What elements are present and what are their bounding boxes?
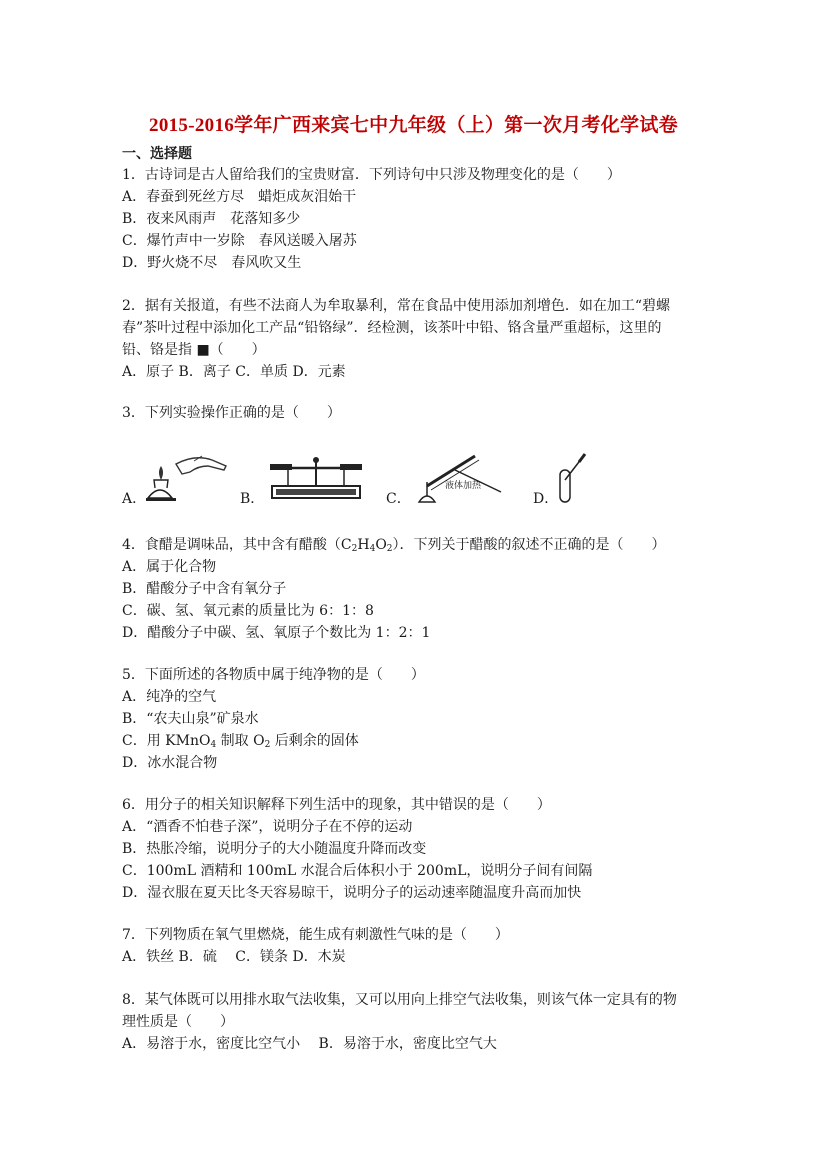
- q3-label-a: A．: [122, 491, 147, 507]
- q3-label-b: B．: [240, 491, 265, 507]
- q3-label-c: C．: [386, 491, 411, 507]
- q6-option-b: B．热胀冷缩，说明分子的大小随温度升降而改变: [122, 841, 427, 857]
- q3-figure-c-caption: 液体加热: [445, 481, 482, 491]
- q6-option-c: C．100mL 酒精和 100mL 水混合后体积小于 200mL，说明分子间有间隔: [122, 863, 593, 879]
- q6-stem: 6．用分子的相关知识解释下列生活中的现象，其中错误的是（ ）: [122, 797, 551, 813]
- q3-figure-c-heating-liquid: [405, 452, 505, 504]
- q2-stem-line3: 铅、铬是指 ■（ ）: [122, 342, 266, 358]
- q2-options: A．原子 B．离子 C．单质 D．元素: [122, 364, 346, 380]
- q1-option-c: C．爆竹声中一岁除 春风送暖入屠苏: [122, 233, 357, 249]
- q8-stem-line2: 理性质是（ ）: [122, 1014, 234, 1030]
- q2-stem-line2: 春”茶叶过程中添加化工产品“铅铬绿”．经检测，该茶叶中铅、铬含量严重超标，这里的: [122, 320, 662, 336]
- q3-label-d: D．: [533, 491, 559, 507]
- exam-title: 2015-2016学年广西来宾七中九年级（上）第一次月考化学试卷: [149, 115, 678, 136]
- q4-option-b: B．醋酸分子中含有氧分子: [122, 581, 287, 597]
- q4-option-a: A．属于化合物: [122, 559, 217, 575]
- q1-stem: 1．古诗词是古人留给我们的宝贵财富．下列诗句中只涉及物理变化的是（ ）: [122, 167, 621, 183]
- q6-option-a: A．“酒香不怕巷子深”，说明分子在不停的运动: [122, 819, 413, 835]
- q3-figure-a-alcohol-lamp: [140, 452, 235, 504]
- q5-stem: 5．下面所述的各物质中属于纯净物的是（ ）: [122, 667, 425, 683]
- q7-stem: 7．下列物质在氧气里燃烧，能生成有刺激性气味的是（ ）: [122, 927, 509, 943]
- q1-option-b: B．夜来风雨声 花落知多少: [122, 211, 301, 227]
- q3-stem: 3．下列实验操作正确的是（ ）: [122, 405, 341, 421]
- q8-options: A．易溶于水，密度比空气小 B．易溶于水，密度比空气大: [122, 1036, 497, 1052]
- q6-option-d: D．湿衣服在夏天比冬天容易晾干，说明分子的运动速率随温度升高而加快: [122, 885, 582, 901]
- q5-option-d: D．冰水混合物: [122, 755, 218, 771]
- q4-stem: 4．食醋是调味品，其中含有醋酸$(C_2H_4O_2)$．下列关于醋酸的叙述不正确的是（ ）: [122, 537, 666, 554]
- q3-figure-d-dropper: [552, 452, 602, 504]
- section-heading: 一、选择题: [122, 146, 192, 162]
- q5-option-b: B．“农夫山泉”矿泉水: [122, 711, 259, 727]
- q8-stem-line1: 8．某气体既可以用排水取气法收集，又可以用向上排空气法收集，则该气体一定具有的物: [122, 992, 677, 1008]
- q4-option-c: C．碳、氢、氧元素的质量比为 6：1：8: [122, 603, 374, 619]
- q5-option-a: A．纯净的空气: [122, 689, 217, 705]
- q7-options: A．铁丝 B．硫 C．镁条 D．木炭: [122, 949, 346, 965]
- q3-figure-b-balance: [262, 452, 367, 502]
- q1-option-a: A．春蚕到死丝方尽 蜡炬成灰泪始干: [122, 189, 357, 205]
- q2-stem-line1: 2．据有关报道，有些不法商人为牟取暴利，常在食品中使用添加剂增色．如在加工“碧螺: [122, 298, 671, 314]
- q1-option-d: D．野火烧不尽 春风吹又生: [122, 255, 302, 271]
- q4-option-d: D．醋酸分子中碳、氢、氧原子个数比为 1：2：1: [122, 625, 431, 641]
- q5-option-c: C．用 KMnO$_4$ 制取 $O_2$ 后剩余的固体: [122, 733, 359, 750]
